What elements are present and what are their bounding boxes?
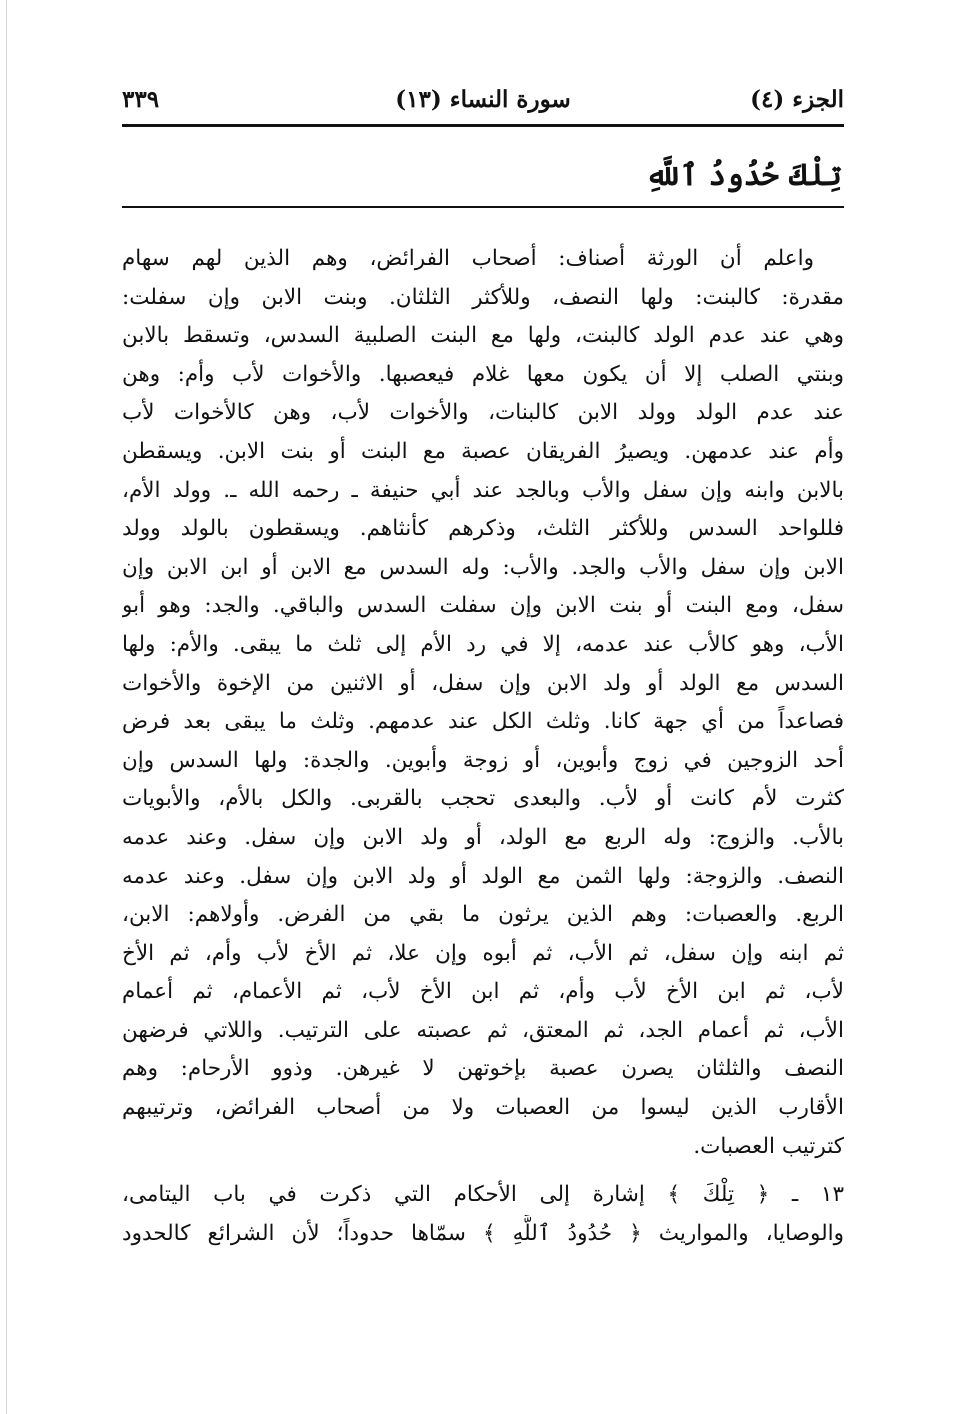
text-line: فللواحد السدس وللأكثر الثلث، وذكرهم كأنثاهم. ويسقطون بالولد وولد [122, 516, 844, 542]
page-edge-line [6, 0, 7, 1414]
text-line: فصاعداً من أي جهة كانا. وثلث الكل عند عدمهم. وثلث ما يبقى بعد فرض [122, 709, 844, 735]
page-number: ٣٣٩ [122, 86, 160, 113]
verse-heading: تِلْكَ حُدُودُ ٱللَّهِ [645, 158, 842, 193]
text-line: بالأب. والزوج: وله الربع مع الولد، أو ولد الابن وإن سفل. وعند عدمه [122, 824, 844, 850]
text-line: الربع. والعصبات: وهم الذين يرثون ما بقي من الفرض. وأولاهم: الابن، [122, 902, 844, 928]
text-line: كترتيب العصبات. [693, 1133, 844, 1159]
text-line: وهي عند عدم الولد كالبنت، ولها مع البنت الصلبية السدس، وتسقط بالابن [122, 323, 844, 349]
text-line: الابن وإن سفل والأب والجد. والأب: وله السدس مع الابن أو ابن الابن وإن [122, 554, 844, 580]
verse-heading-underline [122, 206, 844, 208]
text-line: الأب، وهو كالأب عند عدمه، إلا في رد الأم إلى ثلث ما يبقى. والأم: ولها [122, 631, 844, 657]
commentary-body [122, 240, 844, 1253]
surah-title: سورة النساء (١٣) [395, 86, 571, 113]
text-line: الأقارب الذين ليسوا من العصبات ولا من أصحاب الفرائض، وترتيبهم [122, 1095, 844, 1121]
juz-label: الجزء (٤) [750, 86, 844, 113]
text-line: وأم عند عدمهن. ويصيرُ الفريقان عصبة مع البنت أو بنت الابن. ويسقطن [122, 438, 844, 464]
text-line: بالابن وابنه وإن سفل والأب وبالجد عند أبي حنيفة ـ رحمه الله ـ. وولد الأم، [122, 477, 844, 503]
text-line: مقدرة: كالبنت: ولها النصف، وللأكثر الثلثان. وبنت الابن وإن سفلت: [122, 284, 844, 310]
text-line: الأب، ثم أعمام الجد، ثم المعتق، ثم عصبته على الترتيب. واللاتي فرضهن [122, 1017, 844, 1043]
text-line: واعلم أن الورثة أصناف: أصحاب الفرائض، وهم الذين لهم سهام [122, 246, 814, 271]
header-divider [122, 124, 844, 127]
text-line: السدس مع الولد أو ولد الابن وإن سفل، أو الاثنين من الإخوة والأخوات [122, 670, 844, 696]
text-line: النصف والثلثان يصرن عصبة بإخوتهن لا غيرهن. وذوو الأرحام: وهم [122, 1056, 844, 1082]
text-line: لأب، ثم ابن الأخ لأب وأم، ثم ابن الأخ لأب، ثم الأعمام، ثم أعمام [122, 979, 844, 1005]
text-line: وبنتي الصلب إلا أن يكون معها غلام فيعصبها. والأخوات لأب وأم: وهن [122, 361, 844, 387]
text-line: ثم ابنه وإن سفل، ثم الأب، ثم أبوه وإن علا، ثم الأخ لأب وأم، ثم الأخ [122, 940, 844, 966]
paragraph-gap [122, 1166, 844, 1176]
text-line: أحد الزوجين في زوج وأبوين، أو زوجة وأبوين. والجدة: ولها السدس وإن [122, 747, 844, 773]
text-line: النصف. والزوجة: ولها الثمن مع الولد أو ولد الابن وإن سفل. وعند عدمه [122, 863, 844, 889]
text-line: ١٣ ـ ﴿ تِلْكَ ﴾ إشارة إلى الأحكام التي ذكرت في باب اليتامى، [122, 1182, 844, 1208]
text-line: عند عدم الولد وولد الابن كالبنات، والأخوات لأب، وهن كالأخوات لأب [122, 400, 844, 426]
text-line: سفل، ومع البنت أو بنت الابن وإن سفلت السدس والباقي. والجد: وهو أبو [122, 593, 844, 619]
text-line: كثرت لأم كانت أو لأب. والبعدى تحجب بالقربى. والكل بالأم، والأبويات [122, 786, 844, 812]
text-line: والوصايا، والمواريث ﴿ حُدُودُ ٱللَّهِ ﴾ سمّاها حدوداً؛ لأن الشرائع كالحدود [122, 1220, 844, 1246]
running-header [122, 80, 844, 124]
